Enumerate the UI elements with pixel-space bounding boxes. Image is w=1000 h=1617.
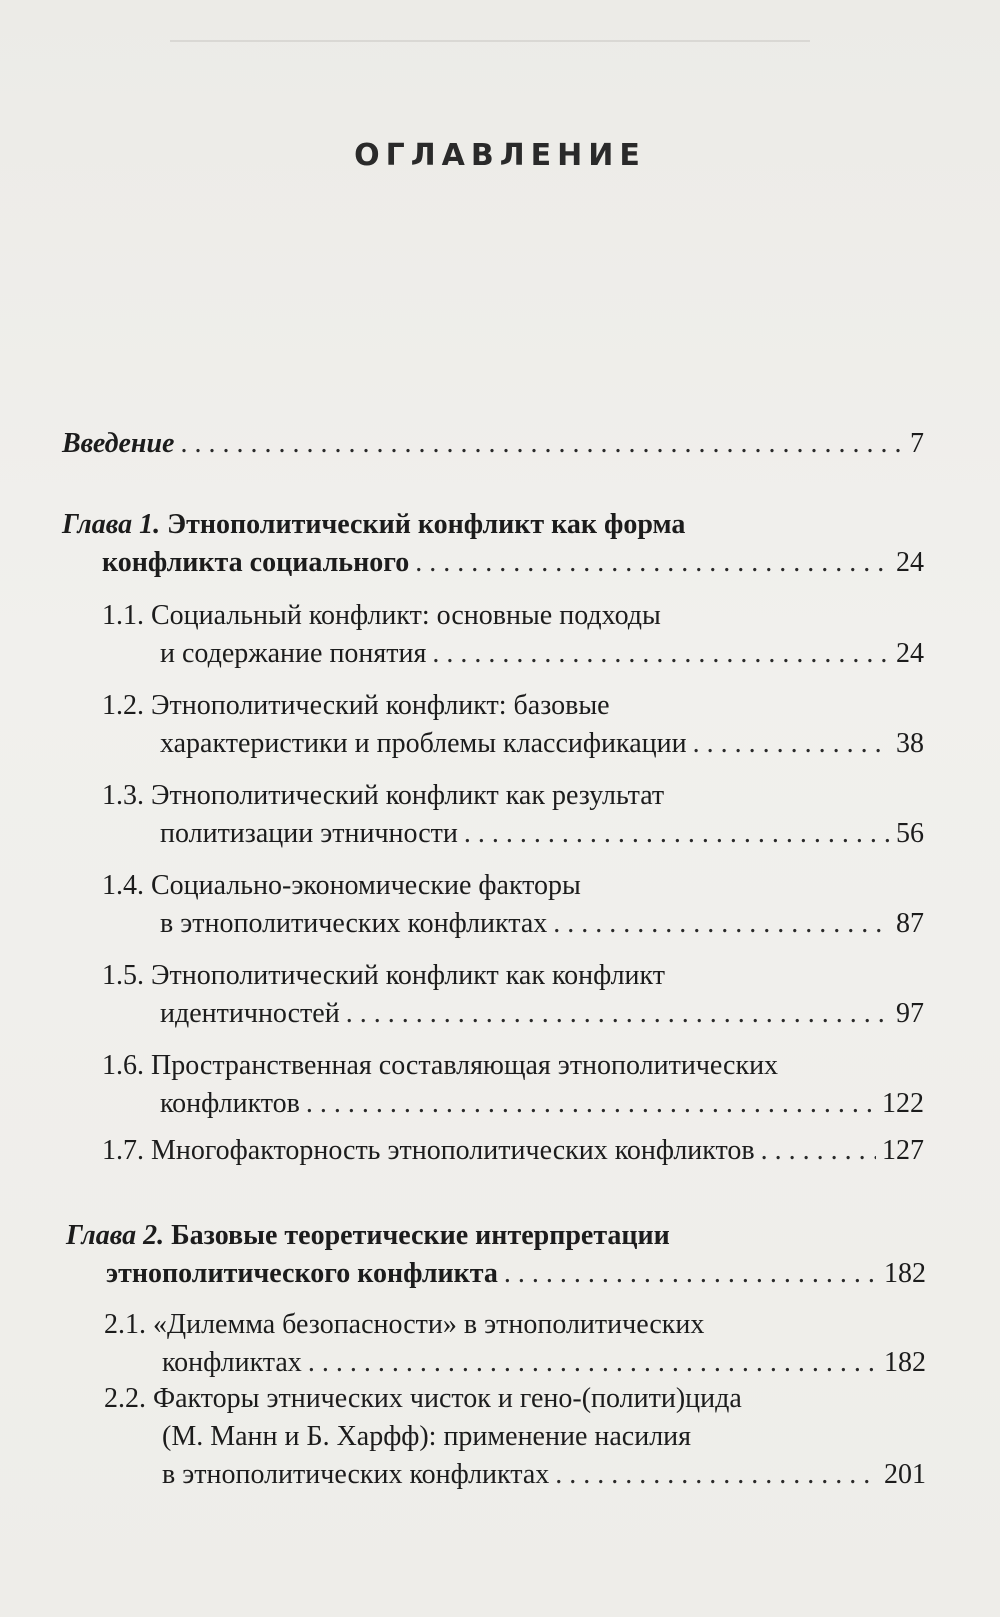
toc-entry-section-1-5[interactable] [102,957,924,1033]
dot-leader [180,425,904,463]
intro-label: Введение [62,428,175,459]
section-title-line-2: характеристики и проблемы классификации [160,728,687,759]
section-number: 2.2. [104,1383,146,1414]
chapter-heading-line-2: конфликта социального [102,547,410,578]
page-number: 87 [896,908,924,939]
section-number: 1.2. [102,690,144,721]
section-number: 1.7. [102,1135,144,1166]
toc-entry-intro[interactable] [62,425,924,463]
section-title-line-2: и содержание понятия [160,638,427,669]
chapter-label: Глава 2. [66,1220,165,1251]
section-title-line-2: в этнополитических конфликтах [160,908,548,939]
page-number: 38 [896,728,924,759]
page-number: 122 [882,1088,924,1119]
section-title-line-1: Многофакторность этнополитических конфликтов [151,1135,755,1166]
toc-entry-section-2-2[interactable] [104,1380,926,1494]
section-title-line-1: Этнополитический конфликт как конфликт [151,960,665,991]
section-number: 1.3. [102,780,144,811]
section-title-line-1: Социальный конфликт: основные подходы [151,600,661,631]
dot-leader [553,905,890,943]
toc-entry-chapter-1[interactable] [62,506,924,582]
chapter-heading-line-1: Базовые теоретические интерпретации [171,1220,670,1251]
page-number: 97 [896,998,924,1029]
page-number: 182 [884,1258,926,1289]
section-number: 1.1. [102,600,144,631]
dot-leader [464,815,890,853]
section-number: 1.6. [102,1050,144,1081]
section-title-line-1: «Дилемма безопасности» в этнополитических [153,1309,705,1340]
chapter-heading-line-1: Этнополитический конфликт как форма [167,509,686,540]
dot-leader [308,1344,878,1382]
section-title-line-2: конфликтах [162,1347,302,1378]
section-number: 2.1. [104,1309,146,1340]
toc-entry-section-1-4[interactable] [102,867,924,943]
dot-leader [761,1132,876,1170]
page-number: 201 [884,1459,926,1490]
dot-leader [504,1255,878,1293]
page-number: 24 [896,638,924,669]
dot-leader [415,544,890,582]
dot-leader [432,635,890,673]
section-title-line-1: Факторы этнических чисток и гено-(полити)цида [153,1383,742,1414]
page-number: 182 [884,1347,926,1378]
dot-leader [555,1456,878,1494]
page-number: 24 [896,547,924,578]
toc-entry-section-1-7[interactable] [102,1132,924,1170]
section-title-line-2: конфликтов [160,1088,300,1119]
toc-entry-section-2-1[interactable] [104,1306,926,1382]
page-title: ОГЛАВЛЕНИЕ [354,138,646,173]
page-top-rule [170,40,810,42]
page-number: 56 [896,818,924,849]
toc-entry-section-1-3[interactable] [102,777,924,853]
toc-entry-section-1-6[interactable] [102,1047,924,1123]
section-title-line-2: идентичностей [160,998,340,1029]
page-number: 127 [882,1135,924,1166]
chapter-heading-line-2: этнополитического конфликта [106,1258,498,1289]
dot-leader [346,995,890,1033]
section-title-line-1: Пространственная составляющая этнополитических [151,1050,779,1081]
section-title-line-1: Этнополитический конфликт как результат [151,780,665,811]
section-title-line-2: (М. Манн и Б. Харфф): применение насилия [162,1421,692,1452]
toc-entry-chapter-2[interactable] [66,1217,926,1293]
section-title-line-3: в этнополитических конфликтах [162,1459,550,1490]
dot-leader [306,1085,876,1123]
section-title-line-1: Этнополитический конфликт: базовые [151,690,610,721]
section-title-line-2: политизации этничности [160,818,458,849]
section-number: 1.4. [102,870,144,901]
chapter-label: Глава 1. [62,509,161,540]
section-number: 1.5. [102,960,144,991]
dot-leader [693,725,890,763]
page-number: 7 [910,428,924,459]
toc-entry-section-1-2[interactable] [102,687,924,763]
section-title-line-1: Социально-экономические факторы [151,870,581,901]
toc-entry-section-1-1[interactable] [102,597,924,673]
